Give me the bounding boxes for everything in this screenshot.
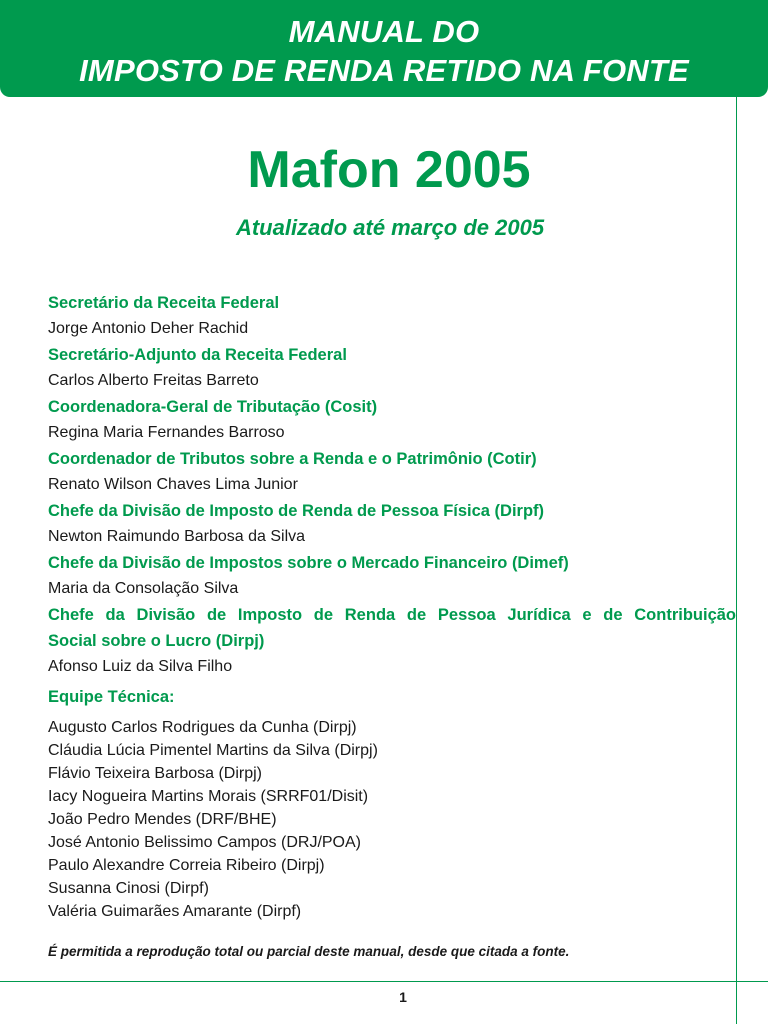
credit-role-line-1: Chefe da Divisão de Imposto de Renda de Pessoa Jurídica e de Contribuição	[48, 606, 736, 624]
header-banner	[0, 0, 768, 97]
credit-name: Newton Raimundo Barbosa da Silva	[48, 528, 306, 545]
header-title-line-1: MANUAL DO	[288, 14, 480, 49]
footer-rule	[0, 981, 768, 982]
document-title: Mafon 2005	[247, 141, 531, 199]
team-member: Flávio Teixeira Barbosa (Dirpj)	[48, 765, 262, 782]
credit-role-line-2: Social sobre o Lucro (Dirpj)	[48, 632, 265, 650]
credit-role: Chefe da Divisão de Imposto de Renda de Pessoa Física (Dirpf)	[48, 502, 545, 520]
document-subtitle: Atualizado até março de 2005	[235, 215, 545, 240]
credit-name: Regina Maria Fernandes Barroso	[48, 424, 285, 441]
team-member: Iacy Nogueira Martins Morais (SRRF01/Disit)	[48, 788, 369, 805]
credit-role: Coordenador de Tributos sobre a Renda e o Patrimônio (Cotir)	[48, 450, 537, 468]
team-member: Susanna Cinosi (Dirpf)	[48, 880, 209, 897]
credit-role: Chefe da Divisão de Impostos sobre o Mercado Financeiro (Dimef)	[48, 554, 569, 572]
team-member: Paulo Alexandre Correia Ribeiro (Dirpj)	[48, 857, 325, 874]
team-heading: Equipe Técnica:	[48, 688, 175, 706]
credit-role: Secretário da Receita Federal	[48, 294, 280, 312]
credit-name: Renato Wilson Chaves Lima Junior	[48, 476, 298, 493]
team-member: José Antonio Belissimo Campos (DRJ/POA)	[48, 834, 361, 851]
header-title-line-2: IMPOSTO DE RENDA RETIDO NA FONTE	[79, 53, 689, 88]
credit-name: Jorge Antonio Deher Rachid	[48, 320, 249, 337]
team-member: Valéria Guimarães Amarante (Dirpf)	[48, 903, 302, 920]
team-member: Cláudia Lúcia Pimentel Martins da Silva (Dirpj)	[48, 742, 378, 759]
credit-name: Afonso Luiz da Silva Filho	[48, 658, 233, 675]
page-number: 1	[399, 989, 407, 1005]
team-member: João Pedro Mendes (DRF/BHE)	[48, 811, 277, 828]
credit-role-multiline	[48, 602, 736, 654]
team-members-list	[48, 716, 736, 923]
credit-name: Maria da Consolação Silva	[48, 580, 239, 597]
credits-list	[48, 290, 736, 680]
credit-name: Carlos Alberto Freitas Barreto	[48, 372, 259, 389]
credit-role: Coordenadora-Geral de Tributação (Cosit)	[48, 398, 378, 416]
credit-role: Secretário-Adjunto da Receita Federal	[48, 346, 347, 364]
reproduction-notice: É permitida a reprodução total ou parcial deste manual, desde que citada a fonte.	[48, 944, 570, 959]
team-member: Augusto Carlos Rodrigues da Cunha (Dirpj)	[48, 719, 357, 736]
